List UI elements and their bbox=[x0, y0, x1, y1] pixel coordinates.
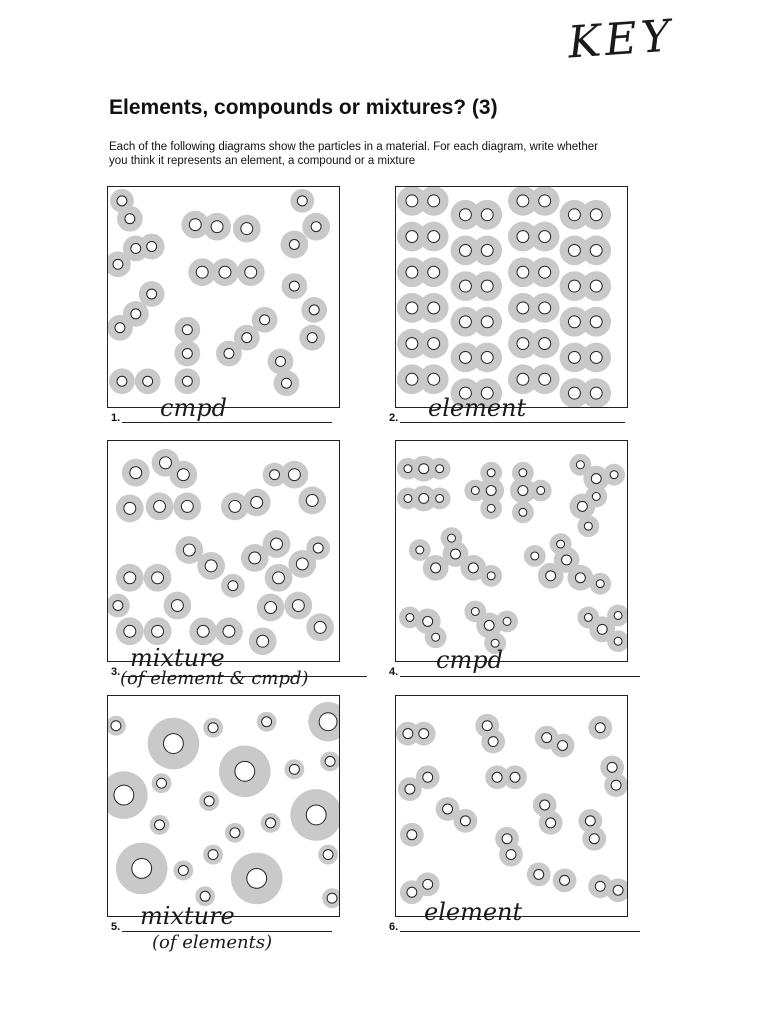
answer-4: cmpd bbox=[436, 646, 503, 674]
key-mark: KEY bbox=[566, 10, 676, 69]
answer-line-2 bbox=[400, 422, 625, 423]
diagram-3 bbox=[107, 440, 340, 662]
diagram-1-particles bbox=[108, 187, 339, 407]
question-3-number: 3. bbox=[111, 666, 121, 678]
question-4-number: 4. bbox=[389, 666, 399, 678]
answer-line-1 bbox=[122, 422, 332, 423]
answer-1: cmpd bbox=[160, 394, 227, 422]
diagram-3-particles bbox=[108, 441, 339, 661]
diagram-2-particles bbox=[396, 187, 627, 407]
diagram-4-particles bbox=[396, 441, 627, 661]
particle-group bbox=[108, 189, 330, 396]
question-2-number: 2. bbox=[389, 412, 399, 424]
answer-3-note: (of element & cmpd) bbox=[120, 668, 309, 689]
question-6-number: 6. bbox=[389, 921, 399, 933]
diagram-6-particles bbox=[396, 696, 627, 916]
diagram-2 bbox=[395, 186, 628, 408]
answer-line-6 bbox=[400, 931, 640, 932]
answer-line-4 bbox=[400, 676, 640, 677]
diagram-6 bbox=[395, 695, 628, 917]
worksheet-title: Elements, compounds or mixtures? (3) bbox=[109, 96, 498, 119]
diagram-1 bbox=[107, 186, 340, 408]
answer-3: mixture bbox=[130, 644, 225, 672]
question-1-number: 1. bbox=[111, 412, 121, 424]
answer-5: mixture bbox=[140, 902, 235, 930]
answer-2: element bbox=[428, 394, 527, 422]
answer-6: element bbox=[424, 898, 523, 926]
diagram-4 bbox=[395, 440, 628, 662]
lattice bbox=[397, 187, 611, 407]
diagram-5-particles bbox=[108, 696, 339, 916]
diagram-5 bbox=[107, 695, 340, 917]
question-5-number: 5. bbox=[111, 921, 121, 933]
answer-5-note: (of elements) bbox=[152, 932, 273, 953]
instructions-text: Each of the following diagrams show the particles in a material. For each diagram, write whether you think it represents an element, a compound or a mixture bbox=[109, 141, 598, 167]
